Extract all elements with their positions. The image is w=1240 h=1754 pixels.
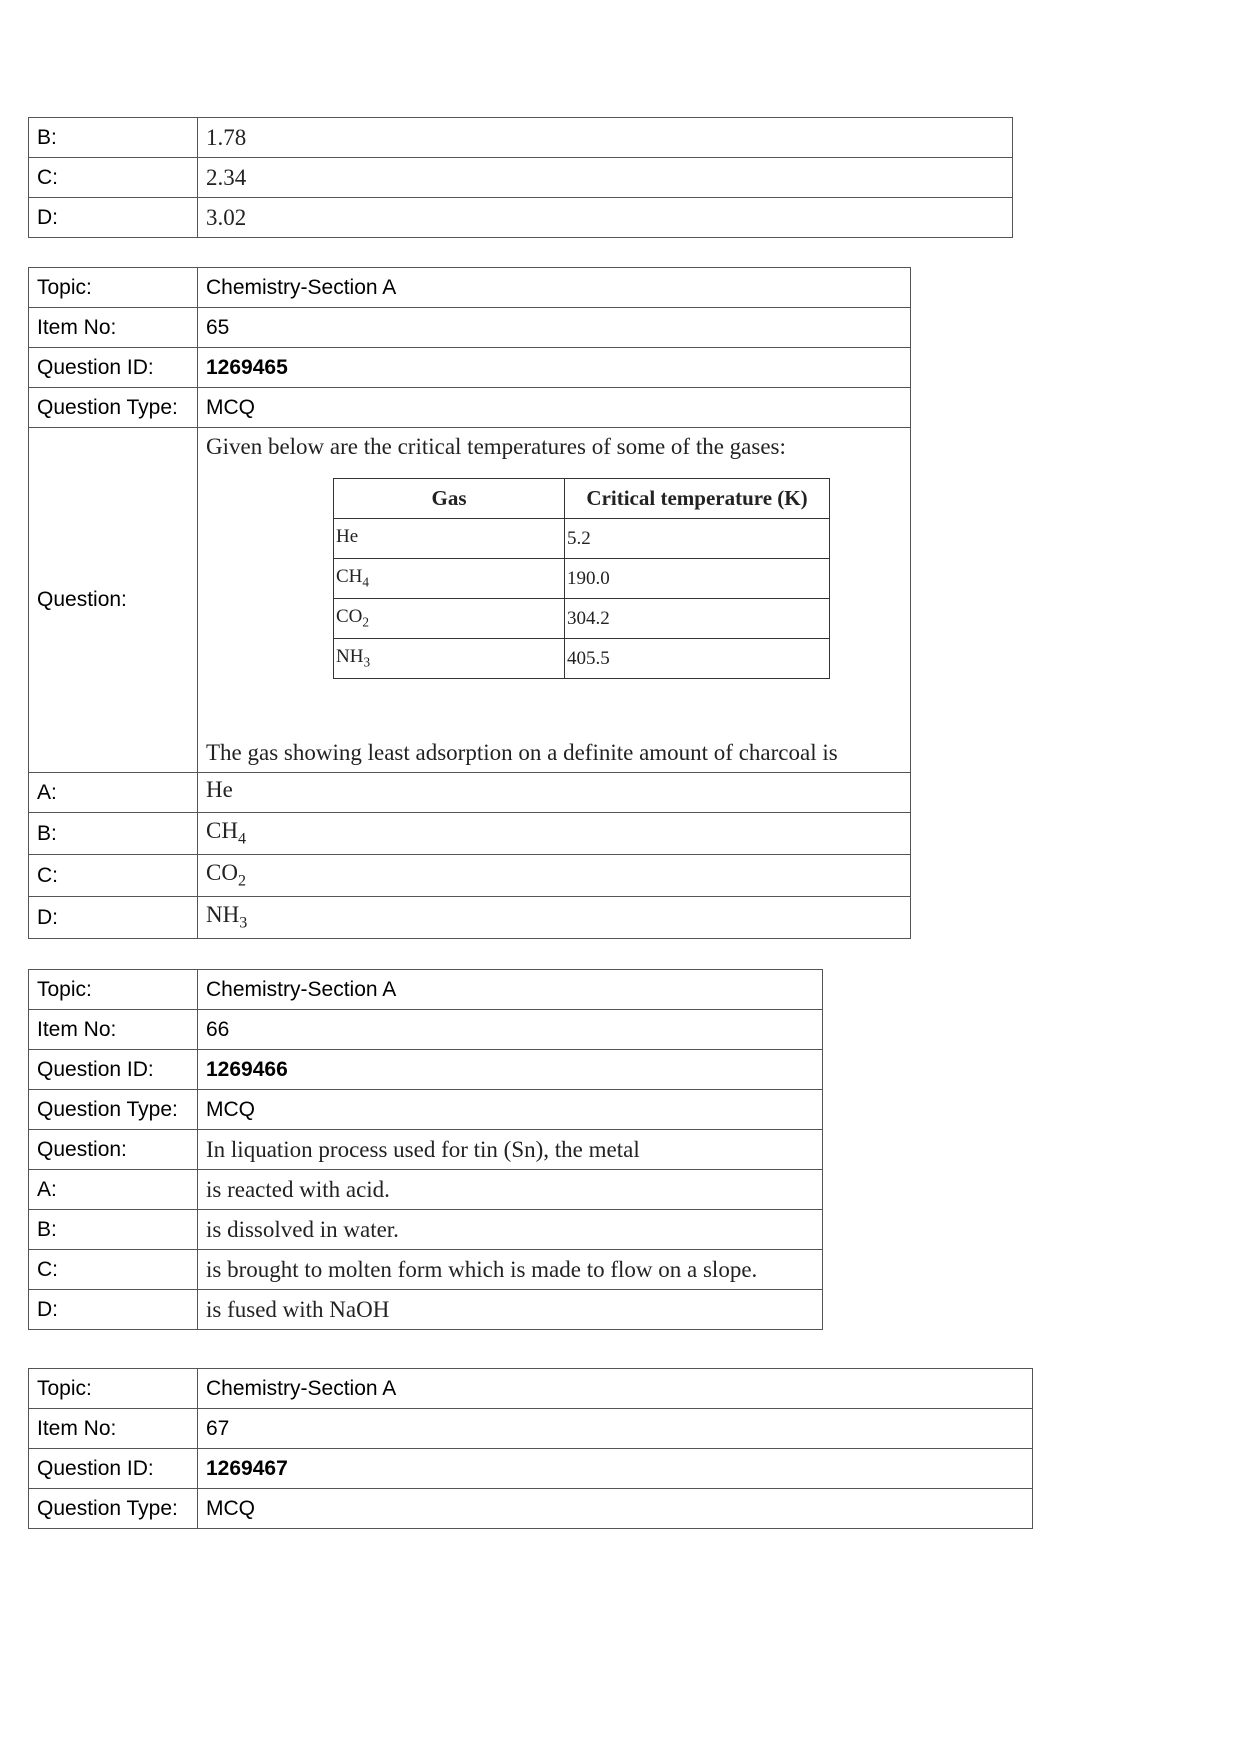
- option-value: is fused with NaOH: [198, 1290, 823, 1330]
- item-row: [29, 308, 911, 348]
- option-row-a: [29, 773, 911, 813]
- topic-row: [29, 970, 823, 1010]
- item-label: Item No:: [29, 308, 198, 348]
- question-text: In liquation process used for tin (Sn), the metal: [198, 1130, 823, 1170]
- option-value: is brought to molten form which is made to flow on a slope.: [198, 1250, 823, 1290]
- gas-row: [334, 599, 830, 639]
- option-row-b: [29, 813, 911, 855]
- gas-table-header: [334, 479, 830, 519]
- item-label: Item No:: [29, 1409, 198, 1449]
- question-table-67: [28, 1368, 1033, 1529]
- option-value: is dissolved in water.: [198, 1210, 823, 1250]
- option-row-b: [29, 1210, 823, 1250]
- item-value: 66: [198, 1010, 823, 1050]
- topic-label: Topic:: [29, 970, 198, 1010]
- option-label: B:: [29, 1210, 198, 1250]
- question-tail: The gas showing least adsorption on a definite amount of charcoal is: [206, 740, 838, 765]
- option-label: C:: [29, 158, 198, 198]
- item-row: [29, 1409, 1033, 1449]
- gas-temperature: 5.2: [565, 519, 830, 559]
- option-label: A:: [29, 1170, 198, 1210]
- question-id-value: 1269467: [198, 1449, 1033, 1489]
- question-type-value: MCQ: [198, 388, 911, 428]
- topic-value: Chemistry-Section A: [198, 1369, 1033, 1409]
- option-value: He: [198, 773, 911, 813]
- option-value: is reacted with acid.: [198, 1170, 823, 1210]
- question-row: [29, 428, 911, 773]
- question-label: Question:: [29, 428, 198, 773]
- gas-name: $CH_4$: [334, 559, 565, 599]
- question-type-label: Question Type:: [29, 1489, 198, 1529]
- question-table-65: [28, 267, 911, 939]
- option-value: $CO_2$: [198, 855, 911, 897]
- option-label: B:: [29, 118, 198, 158]
- gas-column-header: Gas: [334, 479, 565, 519]
- gas-row: [334, 559, 830, 599]
- gas-name: $CO_2$: [334, 599, 565, 639]
- question-id-label: Question ID:: [29, 348, 198, 388]
- option-label: C:: [29, 1250, 198, 1290]
- item-label: Item No:: [29, 1010, 198, 1050]
- question-intro: Given below are the critical temperatures of some of the gases:: [206, 434, 786, 459]
- question-row: [29, 1130, 823, 1170]
- option-value: $NH_3$: [198, 897, 911, 939]
- gas-name: $NH_3$: [334, 639, 565, 679]
- question-type-value: MCQ: [198, 1090, 823, 1130]
- gas-temperature: 190.0: [565, 559, 830, 599]
- question-type-value: MCQ: [198, 1489, 1033, 1529]
- question-type-row: [29, 1090, 823, 1130]
- item-value: 67: [198, 1409, 1033, 1449]
- question-type-row: [29, 388, 911, 428]
- topic-label: Topic:: [29, 1369, 198, 1409]
- option-label: A:: [29, 773, 198, 813]
- topic-row: [29, 1369, 1033, 1409]
- question-body: [198, 428, 911, 773]
- question-label: Question:: [29, 1130, 198, 1170]
- option-value: 3.02: [198, 198, 1013, 238]
- option-label: D:: [29, 198, 198, 238]
- item-row: [29, 1010, 823, 1050]
- question-table-66: [28, 969, 823, 1330]
- option-row-d: [29, 198, 1013, 238]
- topic-row: [29, 268, 911, 308]
- option-value: 2.34: [198, 158, 1013, 198]
- question-id-label: Question ID:: [29, 1449, 198, 1489]
- option-row-c: [29, 855, 911, 897]
- question-id-row: [29, 348, 911, 388]
- gas-row: [334, 519, 830, 559]
- answer-options-table: [28, 117, 1013, 238]
- option-row-c: [29, 1250, 823, 1290]
- option-label: B:: [29, 813, 198, 855]
- option-label: D:: [29, 897, 198, 939]
- option-value: 1.78: [198, 118, 1013, 158]
- question-type-label: Question Type:: [29, 388, 198, 428]
- option-row-a: [29, 1170, 823, 1210]
- temperature-column-header: Critical temperature (K): [565, 479, 830, 519]
- option-label: D:: [29, 1290, 198, 1330]
- option-label: C:: [29, 855, 198, 897]
- question-type-row: [29, 1489, 1033, 1529]
- topic-value: Chemistry-Section A: [198, 970, 823, 1010]
- option-row-d: [29, 897, 911, 939]
- gas-temperature: 304.2: [565, 599, 830, 639]
- gas-temperature: 405.5: [565, 639, 830, 679]
- option-row-d: [29, 1290, 823, 1330]
- topic-value: Chemistry-Section A: [198, 268, 911, 308]
- question-id-value: 1269465: [198, 348, 911, 388]
- question-id-label: Question ID:: [29, 1050, 198, 1090]
- question-id-value: 1269466: [198, 1050, 823, 1090]
- option-row-c: [29, 158, 1013, 198]
- question-type-label: Question Type:: [29, 1090, 198, 1130]
- question-id-row: [29, 1050, 823, 1090]
- option-value: $CH_4$: [198, 813, 911, 855]
- question-id-row: [29, 1449, 1033, 1489]
- option-row-b: [29, 118, 1013, 158]
- gas-name: He: [334, 519, 565, 559]
- topic-label: Topic:: [29, 268, 198, 308]
- item-value: 65: [198, 308, 911, 348]
- critical-temperature-table: [333, 478, 830, 679]
- gas-row: [334, 639, 830, 679]
